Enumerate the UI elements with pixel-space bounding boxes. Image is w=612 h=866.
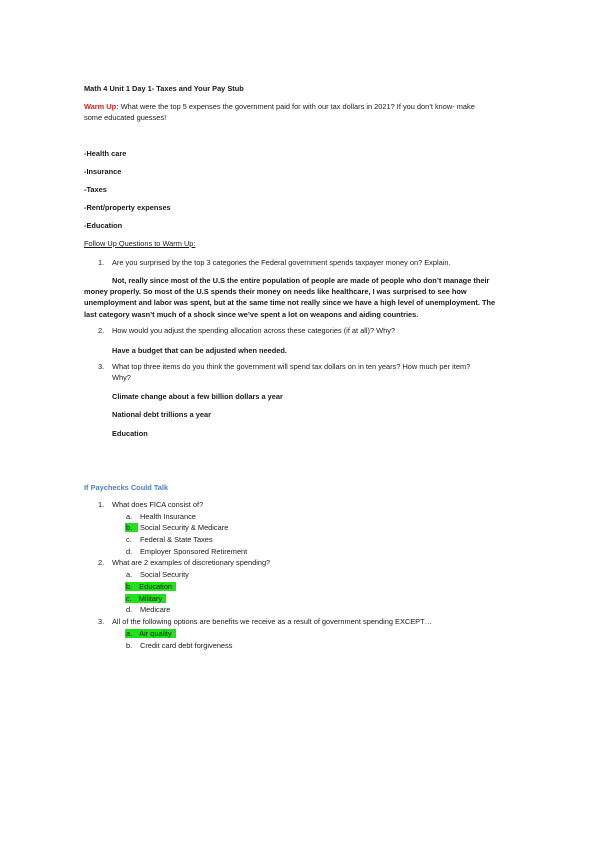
question-number: 1.: [98, 500, 105, 509]
answer-text: National debt trillions a year: [112, 410, 211, 419]
question-text: What top three items do you think the government will spend tax dollars on in ten years? How much per item?: [112, 362, 471, 371]
warm-up-question: What were the top 5 expenses the government paid for with our tax dollars in 2021? If you don’t know- make: [120, 102, 475, 111]
question-text: Why?: [112, 373, 131, 382]
option-text: Air quality: [139, 629, 172, 638]
warm-up-line-2: some educated guesses!: [84, 113, 167, 122]
option-letter: b.: [125, 523, 138, 532]
question-number: 2.: [98, 558, 105, 567]
follow-up-heading: Follow Up Questions to Warm Up:: [84, 239, 196, 248]
question-text: What does FICA consist of?: [112, 500, 204, 509]
answer-text: Climate change about a few billion dollars a year: [112, 392, 283, 401]
question-text: How would you adjust the spending allocation across these categories (if at all)? Why?: [112, 326, 396, 335]
option-text: Health Insurance: [140, 512, 196, 521]
option-text: Military: [138, 594, 163, 603]
option-text: Federal & State Taxes: [140, 535, 213, 544]
option-text: Social Security: [140, 570, 189, 579]
question-number: 3.: [98, 362, 105, 371]
question-text: Are you surprised by the top 3 categories the Federal government spends taxpayer money on? Explain.: [112, 258, 451, 267]
answer-text: Education: [112, 429, 148, 438]
option-highlight: [125, 629, 176, 638]
option-letter: c.: [126, 535, 132, 544]
answer-item: -Insurance: [84, 167, 122, 176]
option-text: Social Security & Medicare: [140, 523, 229, 532]
option-text: Medicare: [140, 605, 171, 614]
answer-text: Have a budget that can be adjusted when needed.: [112, 346, 287, 355]
option-letter: d.: [126, 547, 133, 556]
option-text: Credit card debt forgiveness: [140, 641, 233, 650]
option-letter: d.: [126, 605, 133, 614]
question-number: 2.: [98, 326, 105, 335]
warm-up-line-1: [84, 102, 475, 111]
section-heading: If Paychecks Could Talk: [84, 483, 169, 492]
answer-paragraph-line: money properly. So most of the U.S spends their money on needs like healthcare, I was surprised to see how: [84, 287, 467, 296]
option-highlight: [125, 594, 166, 603]
option-letter: a.: [126, 512, 133, 521]
answer-item: -Health care: [84, 149, 127, 158]
question-number: 1.: [98, 258, 105, 267]
answer-item: -Taxes: [84, 185, 107, 194]
answer-paragraph-line: last category wasn’t much of a shock since we’ve spent a lot on weapons and aiding countries.: [84, 310, 419, 319]
answer-item: -Education: [84, 221, 123, 230]
option-highlight: [125, 582, 176, 591]
option-letter: a.: [126, 570, 133, 579]
option-letter: a.: [126, 629, 133, 638]
question-text: All of the following options are benefits we receive as a result of government spending EXCEPT…: [112, 617, 433, 626]
question-text: What are 2 examples of discretionary spending?: [112, 558, 271, 567]
option-letter: c.: [126, 594, 132, 603]
option-text: Employer Sponsored Retirement: [140, 547, 248, 556]
option-letter: b.: [126, 641, 133, 650]
answer-paragraph-line: Not, really since most of the U.S the entire population of people are made of people who don’t manage their: [112, 276, 490, 285]
page-title: Math 4 Unit 1 Day 1- Taxes and Your Pay Stub: [84, 84, 244, 93]
warm-up-label: Warm Up:: [84, 102, 119, 111]
answer-item: -Rent/property expenses: [84, 203, 171, 212]
answer-paragraph-line: unemployment and labor was spent, but at the same time not really since we have a high level of unemployment. The: [84, 298, 496, 307]
option-text: Education: [139, 582, 173, 591]
question-number: 3.: [98, 617, 105, 626]
option-letter: b.: [126, 582, 133, 591]
option-highlight: [125, 523, 138, 532]
